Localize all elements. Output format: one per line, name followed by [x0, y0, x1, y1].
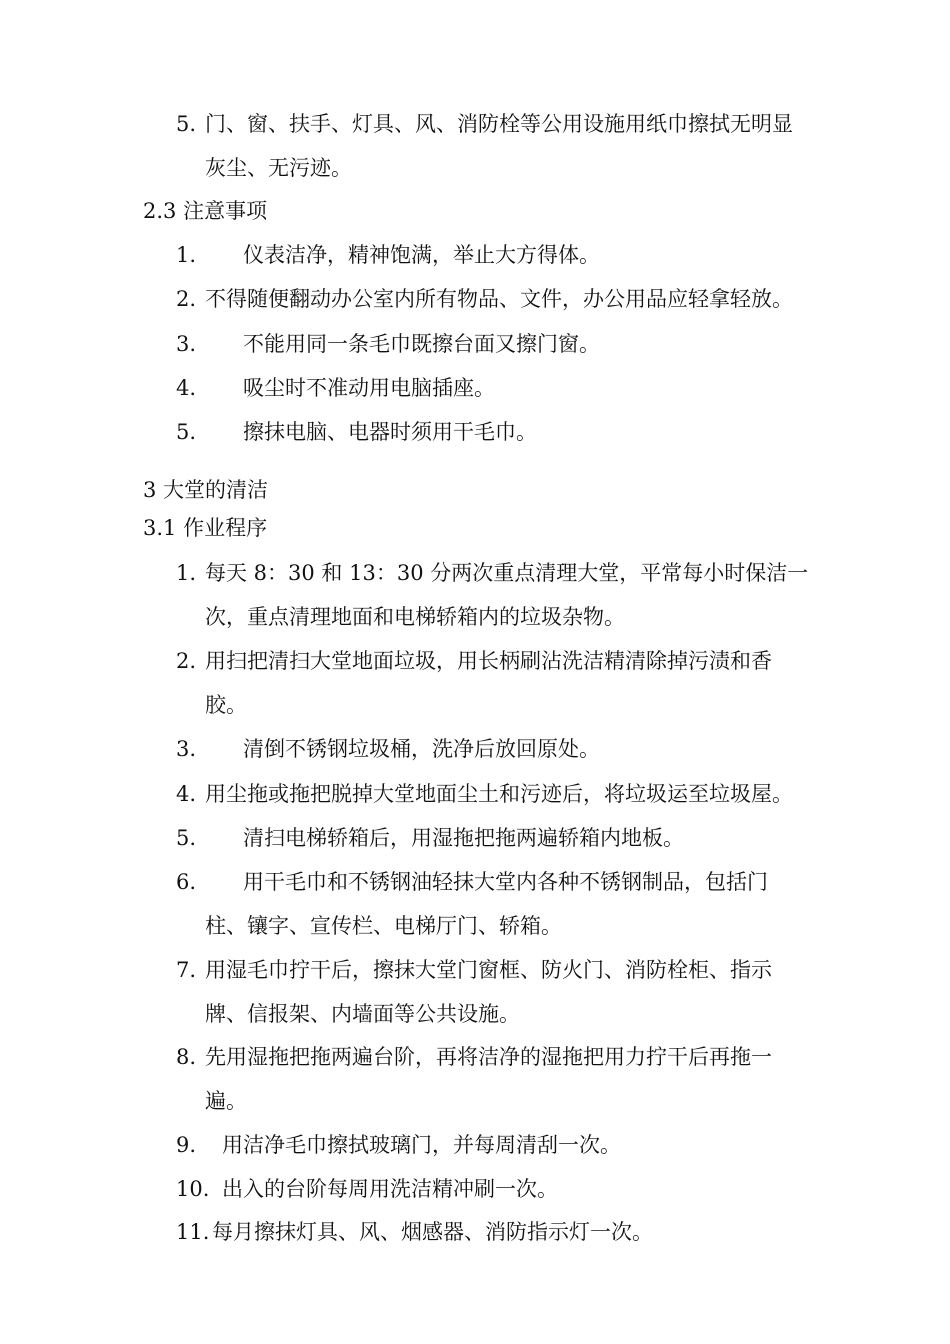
list-number: 6.: [176, 870, 197, 894]
section-heading-2-3: 2.3 注意事项: [143, 199, 268, 223]
list-number: 7.: [176, 958, 197, 982]
list-number: 9.: [176, 1133, 197, 1157]
list-item-text: 不能用同一条毛巾既擦台面又擦门窗。: [243, 332, 600, 356]
list-item-text: 门、窗、扶手、灯具、风、消防栓等公用设施用纸巾擦拭无明显: [205, 112, 793, 136]
list-number: 2.: [176, 287, 197, 311]
list-item-text-continued: 胶。: [205, 693, 247, 717]
list-number: 10.: [176, 1177, 210, 1201]
list-item-text-continued: 牌、信报架、内墙面等公共设施。: [205, 1002, 520, 1026]
list-number: 5.: [176, 112, 197, 136]
list-item-text: 先用湿拖把拖两遍台阶，再将洁净的湿拖把用力拧干后再拖一: [205, 1045, 772, 1069]
list-item-text: 用湿毛巾拧干后，擦抹大堂门窗框、防火门、消防栓柜、指示: [205, 958, 772, 982]
list-item-text: 擦抹电脑、电器时须用干毛巾。: [243, 420, 537, 444]
list-number: 2.: [176, 649, 197, 673]
list-number: 1.: [176, 561, 197, 585]
list-number: 4.: [176, 376, 197, 400]
list-item-text: 每月擦抹灯具、风、烟感器、消防指示灯一次。: [212, 1220, 653, 1244]
list-item-text: 用干毛巾和不锈钢油轻抹大堂内各种不锈钢制品，包括门: [243, 870, 768, 894]
list-item-text: 用扫把清扫大堂地面垃圾，用长柄刷沾洗洁精清除掉污渍和香: [205, 649, 772, 673]
list-number: 5.: [176, 420, 197, 444]
subsection-heading-3-1: 3.1 作业程序: [143, 516, 268, 540]
list-number: 5.: [176, 826, 197, 850]
list-item-text-continued: 柱、镶字、宣传栏、电梯厅门、轿箱。: [205, 914, 562, 938]
list-item-text: 仪表洁净，精神饱满，举止大方得体。: [243, 243, 600, 267]
list-item-text-continued: 次，重点清理地面和电梯轿箱内的垃圾杂物。: [205, 605, 625, 629]
list-item-text: 出入的台阶每周用洗洁精冲刷一次。: [222, 1177, 558, 1201]
list-item-text-continued: 灰尘、无污迹。: [205, 156, 352, 180]
list-number: 1.: [176, 243, 197, 267]
list-number: 8.: [176, 1045, 197, 1069]
list-item-text: 吸尘时不准动用电脑插座。: [243, 376, 495, 400]
list-item-text: 每天 8：30 和 13：30 分两次重点清理大堂，平常每小时保洁一: [205, 561, 809, 585]
list-item-text: 清倒不锈钢垃圾桶，洗净后放回原处。: [243, 737, 600, 761]
section-heading-3: 3 大堂的清洁: [143, 478, 269, 502]
list-item-text: 用洁净毛巾擦拭玻璃门，并每周清刮一次。: [222, 1133, 621, 1157]
list-item-text: 用尘拖或拖把脱掉大堂地面尘土和污迹后，将垃圾运至垃圾屋。: [205, 782, 793, 806]
list-number: 3.: [176, 332, 197, 356]
list-number: 11.: [176, 1220, 210, 1244]
list-item-text: 清扫电梯轿箱后，用湿拖把拖两遍轿箱内地板。: [243, 826, 684, 850]
list-item-text: 不得随便翻动办公室内所有物品、文件，办公用品应轻拿轻放。: [205, 287, 793, 311]
list-item-text-continued: 遍。: [205, 1089, 247, 1113]
list-number: 3.: [176, 737, 197, 761]
list-number: 4.: [176, 782, 197, 806]
